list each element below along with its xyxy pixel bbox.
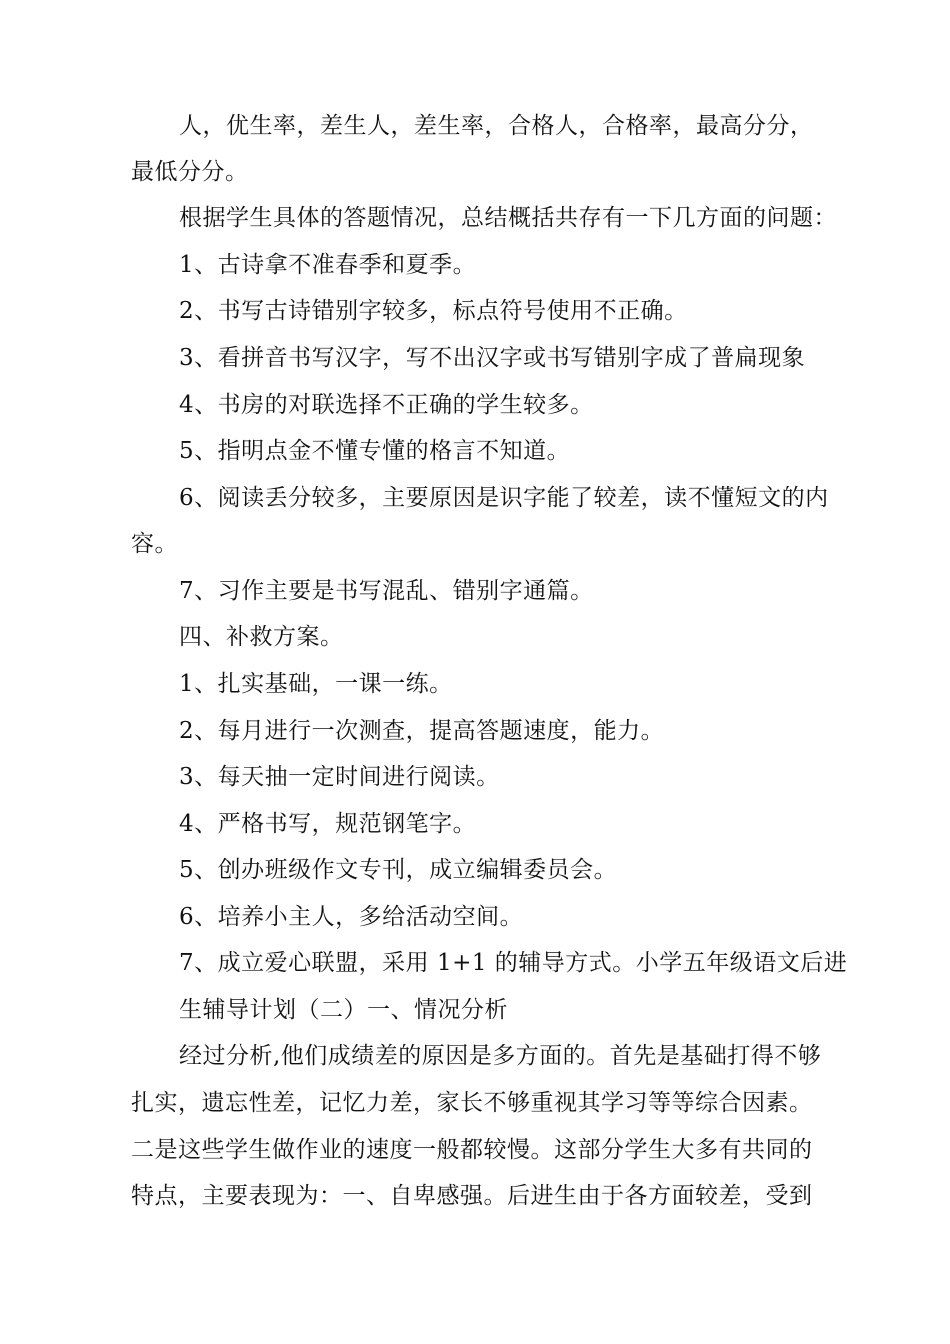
section-heading: 生辅导计划（二）一、情况分析 [179, 997, 508, 1023]
text-line: 特点，主要表现为：一、自卑感强。后进生由于各方面较差，受到 [131, 1183, 813, 1209]
list-item: 4、严格书写，规范钢笔字。 [179, 811, 477, 837]
list-item: 2、每月进行一次测查，提高答题速度，能力。 [179, 718, 665, 744]
list-item: 3、看拼音书写汉字，写不出汉字或书写错别字成了普扁现象 [179, 345, 806, 371]
text-line: 经过分析,他们成绩差的原因是多方面的。首先是基础打得不够 [179, 1043, 822, 1069]
list-item: 7、成立爱心联盟，采用 1+1 的辅导方式。小学五年级语文后进 [179, 950, 848, 976]
list-item: 5、指明点金不懂专懂的格言不知道。 [179, 438, 571, 464]
list-item: 1、古诗拿不准春季和夏季。 [179, 252, 477, 278]
text-line: 人，优生率，差生人，差生率，合格人，合格率，最高分分， [179, 113, 814, 139]
list-item: 5、创办班级作文专刊，成立编辑委员会。 [179, 857, 618, 883]
text-line: 二是这些学生做作业的速度一般都较慢。这部分学生大多有共同的 [131, 1137, 813, 1163]
text-line: 根据学生具体的答题情况，总结概括共存有一下几方面的问题： [179, 205, 837, 231]
list-item: 6、培养小主人，多给活动空间。 [179, 904, 524, 930]
text-line: 扎实，遗忘性差，记忆力差，家长不够重视其学习等等综合因素。 [131, 1090, 813, 1116]
list-item: 3、每天抽一定时间进行阅读。 [179, 764, 500, 790]
text-line: 容。 [131, 531, 178, 557]
section-heading: 四、补救方案。 [179, 624, 344, 650]
list-item: 2、书写古诗错别字较多，标点符号使用不正确。 [179, 298, 688, 324]
text-line: 最低分分。 [131, 159, 249, 185]
list-item: 7、习作主要是书写混乱、错别字通篇。 [179, 578, 594, 604]
list-item: 6、阅读丢分较多，主要原因是识字能了较差，读不懂短文的内 [179, 485, 829, 511]
list-item: 1、扎实基础，一课一练。 [179, 671, 453, 697]
list-item: 4、书房的对联选择不正确的学生较多。 [179, 392, 594, 418]
